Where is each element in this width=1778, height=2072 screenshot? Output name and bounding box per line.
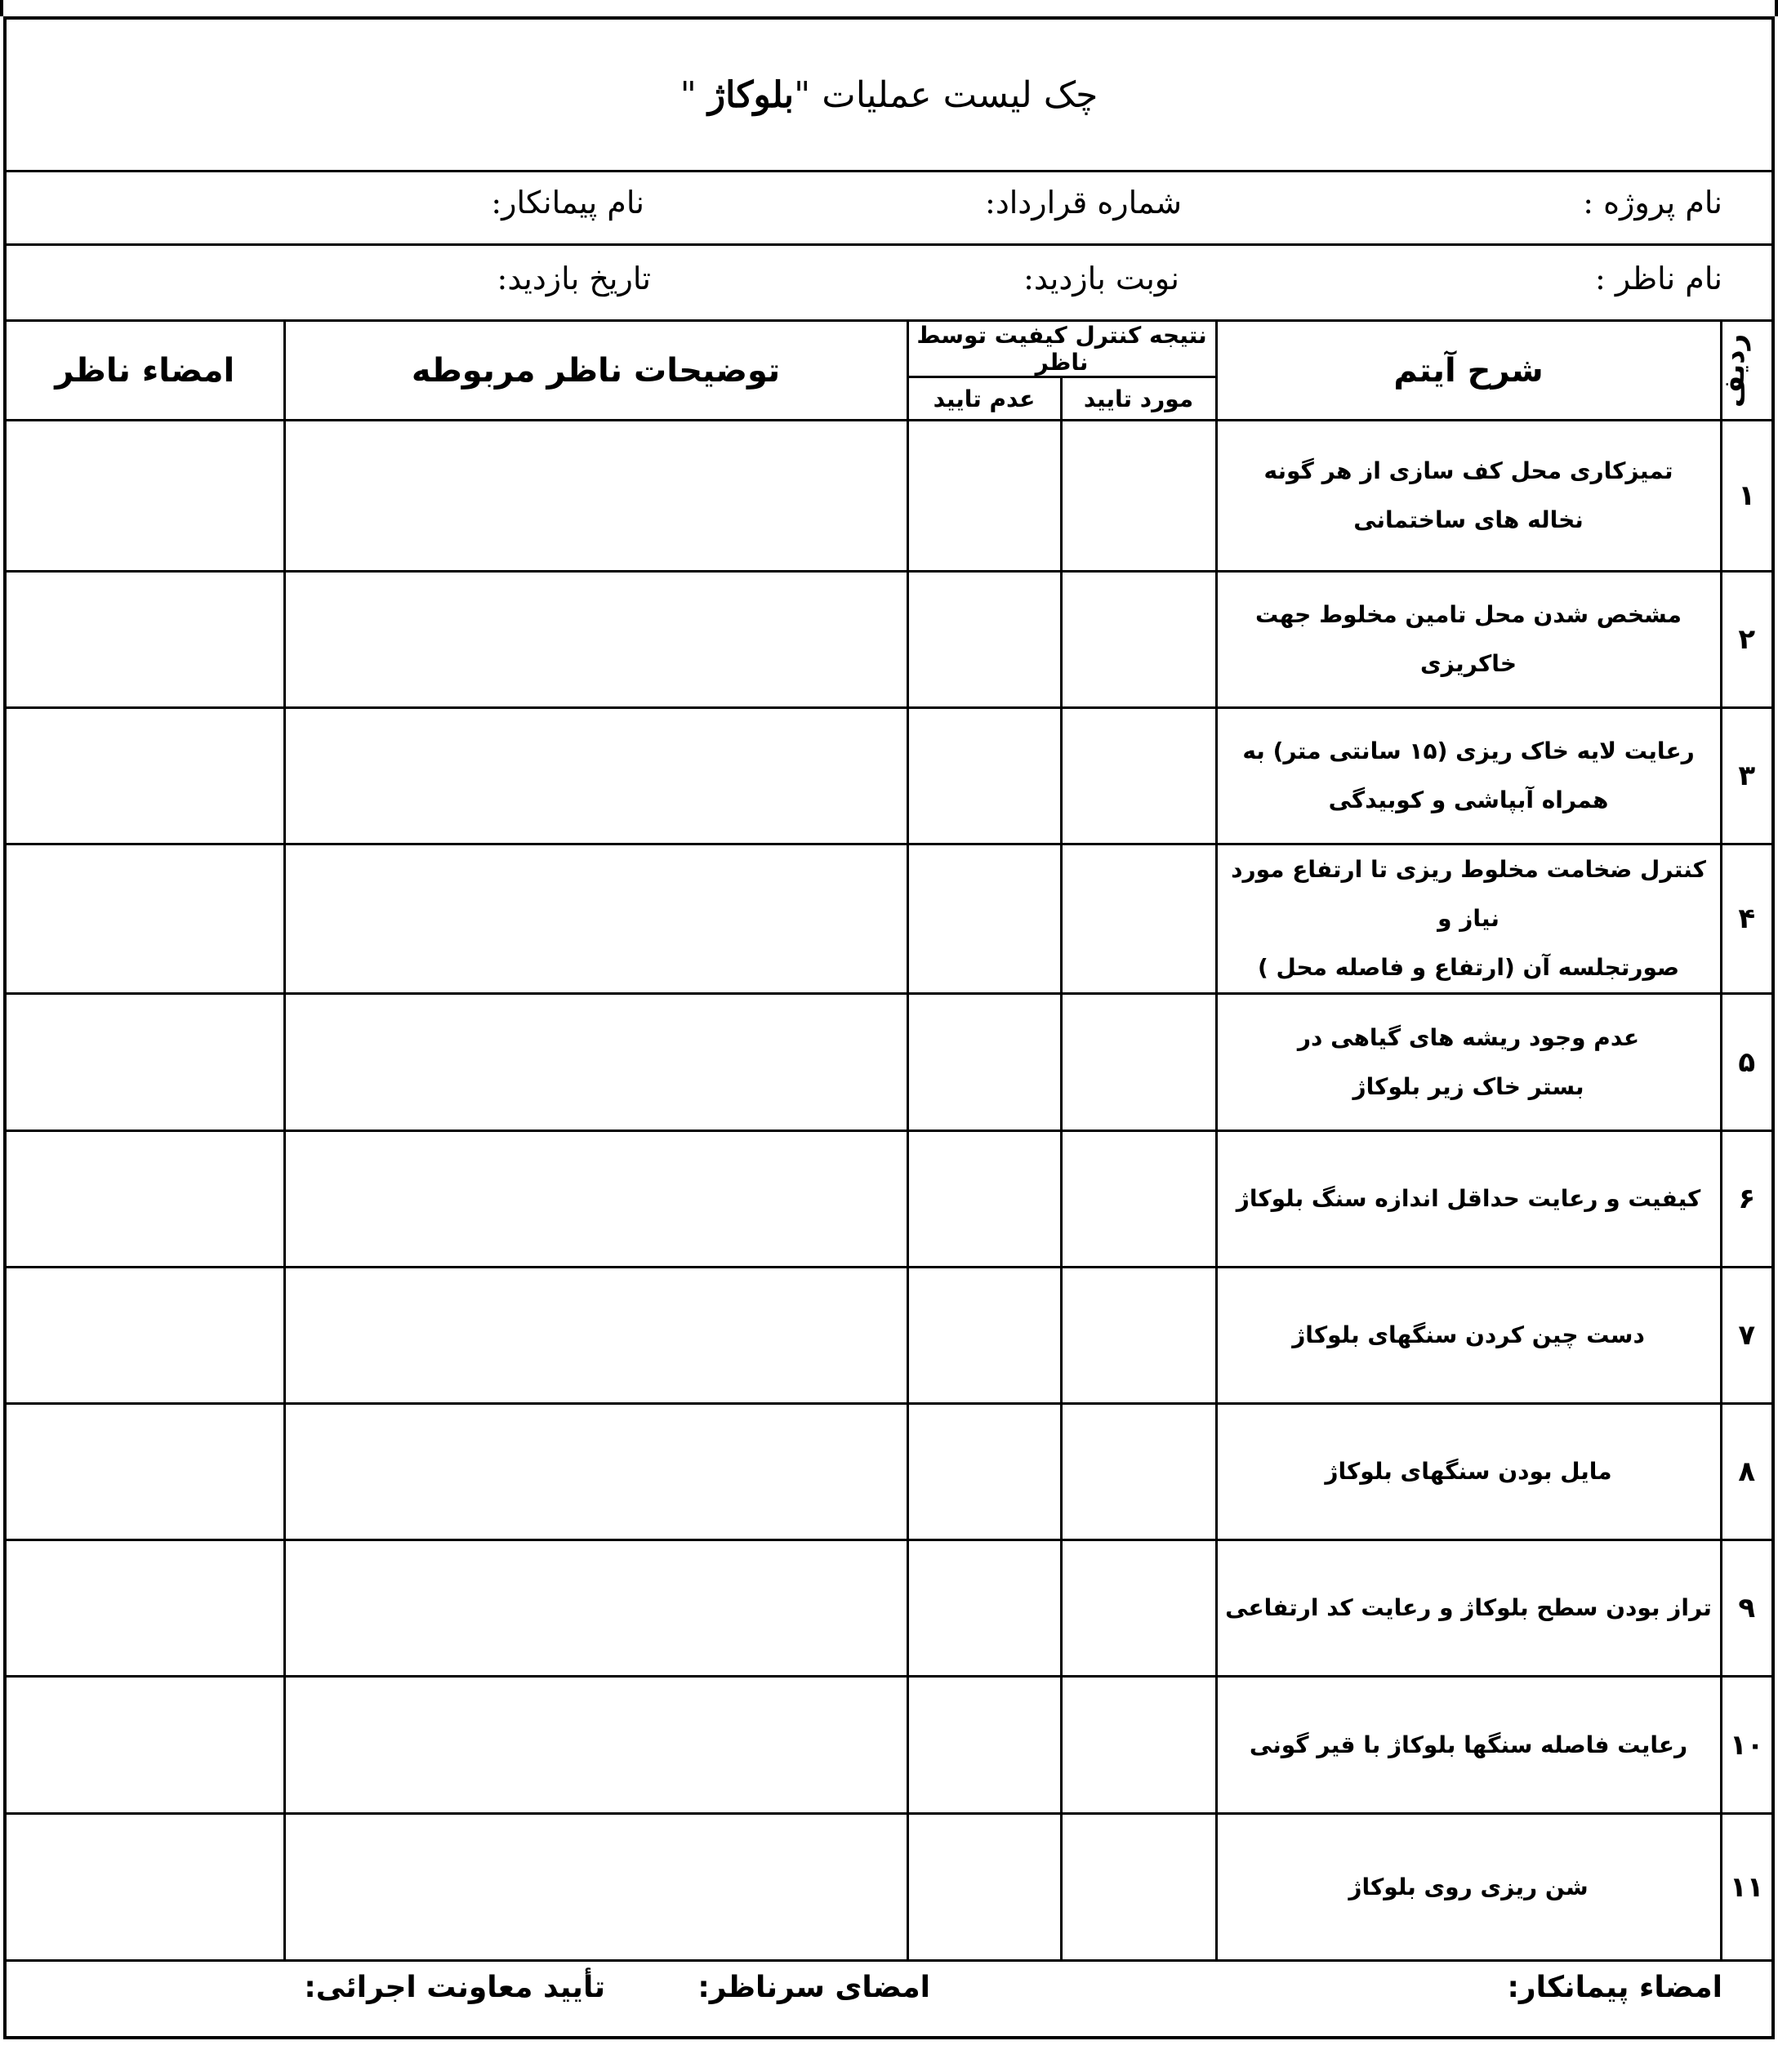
item-description-line: همراه آبپاشی و کوبیدگی <box>1328 786 1609 813</box>
title-close-quote: " <box>680 74 697 116</box>
approved-cell[interactable] <box>1061 1404 1216 1540</box>
page-edge-left <box>0 0 3 16</box>
supervisor-notes-cell[interactable] <box>284 572 907 708</box>
header-row-number: ردیف <box>1721 322 1771 421</box>
not-approved-cell[interactable] <box>907 421 1061 572</box>
approved-cell[interactable] <box>1061 1268 1216 1404</box>
supervisor-signature-cell[interactable] <box>7 1404 284 1540</box>
approved-cell[interactable] <box>1061 572 1216 708</box>
executive-deputy-approval-label: تأیید معاونت اجرائی: <box>304 1971 605 2004</box>
not-approved-cell[interactable] <box>907 1540 1061 1677</box>
item-description-line: رعایت لایه خاک ریزی (۱۵ سانتی متر) به <box>1242 737 1695 764</box>
item-description-line: صورتجلسه آن (ارتفاع و فاصله محل ) <box>1257 954 1680 981</box>
supervisor-signature-cell[interactable] <box>7 1268 284 1404</box>
supervisor-notes-cell[interactable] <box>284 1677 907 1814</box>
item-description-line: کنترل ضخامت مخلوط ریزی تا ارتفاع مورد نیاز و <box>1231 856 1706 932</box>
chief-supervisor-signature-label: امضای سرناظر: <box>697 1971 930 2004</box>
item-description <box>1216 994 1721 1131</box>
not-approved-cell[interactable] <box>907 708 1061 844</box>
item-description-line: تراز بودن سطح بلوکاژ و رعایت کد ارتفاعی <box>1225 1594 1712 1621</box>
table-row <box>7 572 1771 708</box>
table-row <box>7 1131 1771 1268</box>
not-approved-cell[interactable] <box>907 1268 1061 1404</box>
supervisor-signature-cell[interactable] <box>7 1540 284 1677</box>
checklist-table <box>7 322 1771 1962</box>
supervisor-notes-cell[interactable] <box>284 1268 907 1404</box>
info-row-project <box>7 170 1771 246</box>
header-supervisor-signature: امضاء ناظر <box>7 322 284 421</box>
supervisor-notes-cell[interactable] <box>284 1540 907 1677</box>
item-description-line: بستر خاک زیر بلوکاژ <box>1352 1072 1584 1100</box>
contractor-signature-label: امضاء پیمانکار: <box>1507 1971 1722 2004</box>
supervisor-notes-cell[interactable] <box>284 421 907 572</box>
approved-cell[interactable] <box>1061 994 1216 1131</box>
item-description-line: نخاله های ساختمانی <box>1353 506 1584 533</box>
supervisor-signature-cell[interactable] <box>7 1677 284 1814</box>
supervisor-signature-cell[interactable] <box>7 421 284 572</box>
row-number: ۱۰ <box>1721 1677 1771 1814</box>
supervisor-notes-cell[interactable] <box>284 994 907 1131</box>
item-description-line: دست چین کردن سنگهای بلوکاژ <box>1292 1321 1645 1348</box>
table-row <box>7 844 1771 994</box>
item-description-line: مایل بودن سنگهای بلوکاژ <box>1325 1458 1612 1485</box>
supervisor-signature-cell[interactable] <box>7 994 284 1131</box>
signature-footer <box>7 1939 1771 2036</box>
supervisor-notes-cell[interactable] <box>284 708 907 844</box>
item-description <box>1216 421 1721 572</box>
item-description <box>1216 1540 1721 1677</box>
supervisor-notes-cell[interactable] <box>284 1404 907 1540</box>
form-title <box>7 20 1771 172</box>
approved-cell[interactable] <box>1061 421 1216 572</box>
table-row <box>7 994 1771 1131</box>
row-number: ۸ <box>1721 1404 1771 1540</box>
item-description-line: عدم وجود ریشه های گیاهی در <box>1297 1023 1640 1051</box>
table-row <box>7 1268 1771 1404</box>
supervisor-signature-cell[interactable] <box>7 1131 284 1268</box>
not-approved-cell[interactable] <box>907 994 1061 1131</box>
title-open-quote: " <box>794 74 811 116</box>
approved-cell[interactable] <box>1061 1540 1216 1677</box>
info-row-visit <box>7 246 1771 322</box>
row-number: ۱ <box>1721 421 1771 572</box>
contractor-name-label: نام پیمانکار: <box>491 185 644 221</box>
table-row <box>7 1404 1771 1540</box>
supervisor-notes-cell[interactable] <box>284 844 907 994</box>
item-description <box>1216 1131 1721 1268</box>
header-qc-result: نتیجه کنترل کیفیت توسط ناظر <box>907 322 1216 377</box>
row-number: ۷ <box>1721 1268 1771 1404</box>
supervisor-signature-cell[interactable] <box>7 708 284 844</box>
not-approved-cell[interactable] <box>907 1131 1061 1268</box>
item-description-line: کیفیت و رعایت حداقل اندازه سنگ بلوکاژ <box>1236 1185 1701 1212</box>
header-not-approved: عدم تایید <box>907 377 1061 421</box>
approved-cell[interactable] <box>1061 708 1216 844</box>
header-item-description: شرح آیتم <box>1216 322 1721 421</box>
not-approved-cell[interactable] <box>907 1677 1061 1814</box>
item-description <box>1216 1268 1721 1404</box>
row-number: ۴ <box>1721 844 1771 994</box>
title-prefix: چک لیست عملیات <box>822 74 1098 116</box>
row-number: ۳ <box>1721 708 1771 844</box>
header-approved: مورد تایید <box>1061 377 1216 421</box>
title-subject: بلوکاژ <box>707 74 795 116</box>
supervisor-signature-cell[interactable] <box>7 572 284 708</box>
visit-turn-label: نوبت بازدید: <box>1023 261 1179 296</box>
supervisor-name-label: نام ناظر : <box>1594 261 1722 296</box>
supervisor-signature-cell[interactable] <box>7 844 284 994</box>
header-supervisor-notes: توضیحات ناظر مربوطه <box>284 322 907 421</box>
supervisor-notes-cell[interactable] <box>284 1131 907 1268</box>
not-approved-cell[interactable] <box>907 572 1061 708</box>
row-number: ۱۱ <box>1721 1814 1771 1961</box>
item-description <box>1216 1404 1721 1540</box>
item-description <box>1216 844 1721 994</box>
item-description <box>1216 1677 1721 1814</box>
row-number: ۲ <box>1721 572 1771 708</box>
item-description <box>1216 708 1721 844</box>
contract-number-label: شماره قرارداد: <box>985 185 1182 221</box>
checklist-form <box>3 16 1775 2039</box>
row-number: ۵ <box>1721 994 1771 1131</box>
item-description <box>1216 572 1721 708</box>
project-name-label: نام پروژه : <box>1583 185 1722 221</box>
approved-cell[interactable] <box>1061 1131 1216 1268</box>
row-number: ۹ <box>1721 1540 1771 1677</box>
item-description-line: مشخص شدن محل تامین مخلوط جهت خاکریزی <box>1255 601 1682 677</box>
item-description-line: تمیزکاری محل کف سازی از هر گونه <box>1263 457 1673 484</box>
page-edge-right <box>1775 0 1778 16</box>
item-description-line: رعایت فاصله سنگها بلوکاژ با قیر گونی <box>1249 1731 1688 1758</box>
table-row <box>7 1540 1771 1677</box>
table-row <box>7 421 1771 572</box>
not-approved-cell[interactable] <box>907 844 1061 994</box>
approved-cell[interactable] <box>1061 844 1216 994</box>
visit-date-label: تاریخ بازدید: <box>497 261 651 296</box>
row-number: ۶ <box>1721 1131 1771 1268</box>
table-row <box>7 1677 1771 1814</box>
approved-cell[interactable] <box>1061 1677 1216 1814</box>
item-description-line: شن ریزی روی بلوکاژ <box>1348 1873 1589 1900</box>
table-row <box>7 708 1771 844</box>
not-approved-cell[interactable] <box>907 1404 1061 1540</box>
